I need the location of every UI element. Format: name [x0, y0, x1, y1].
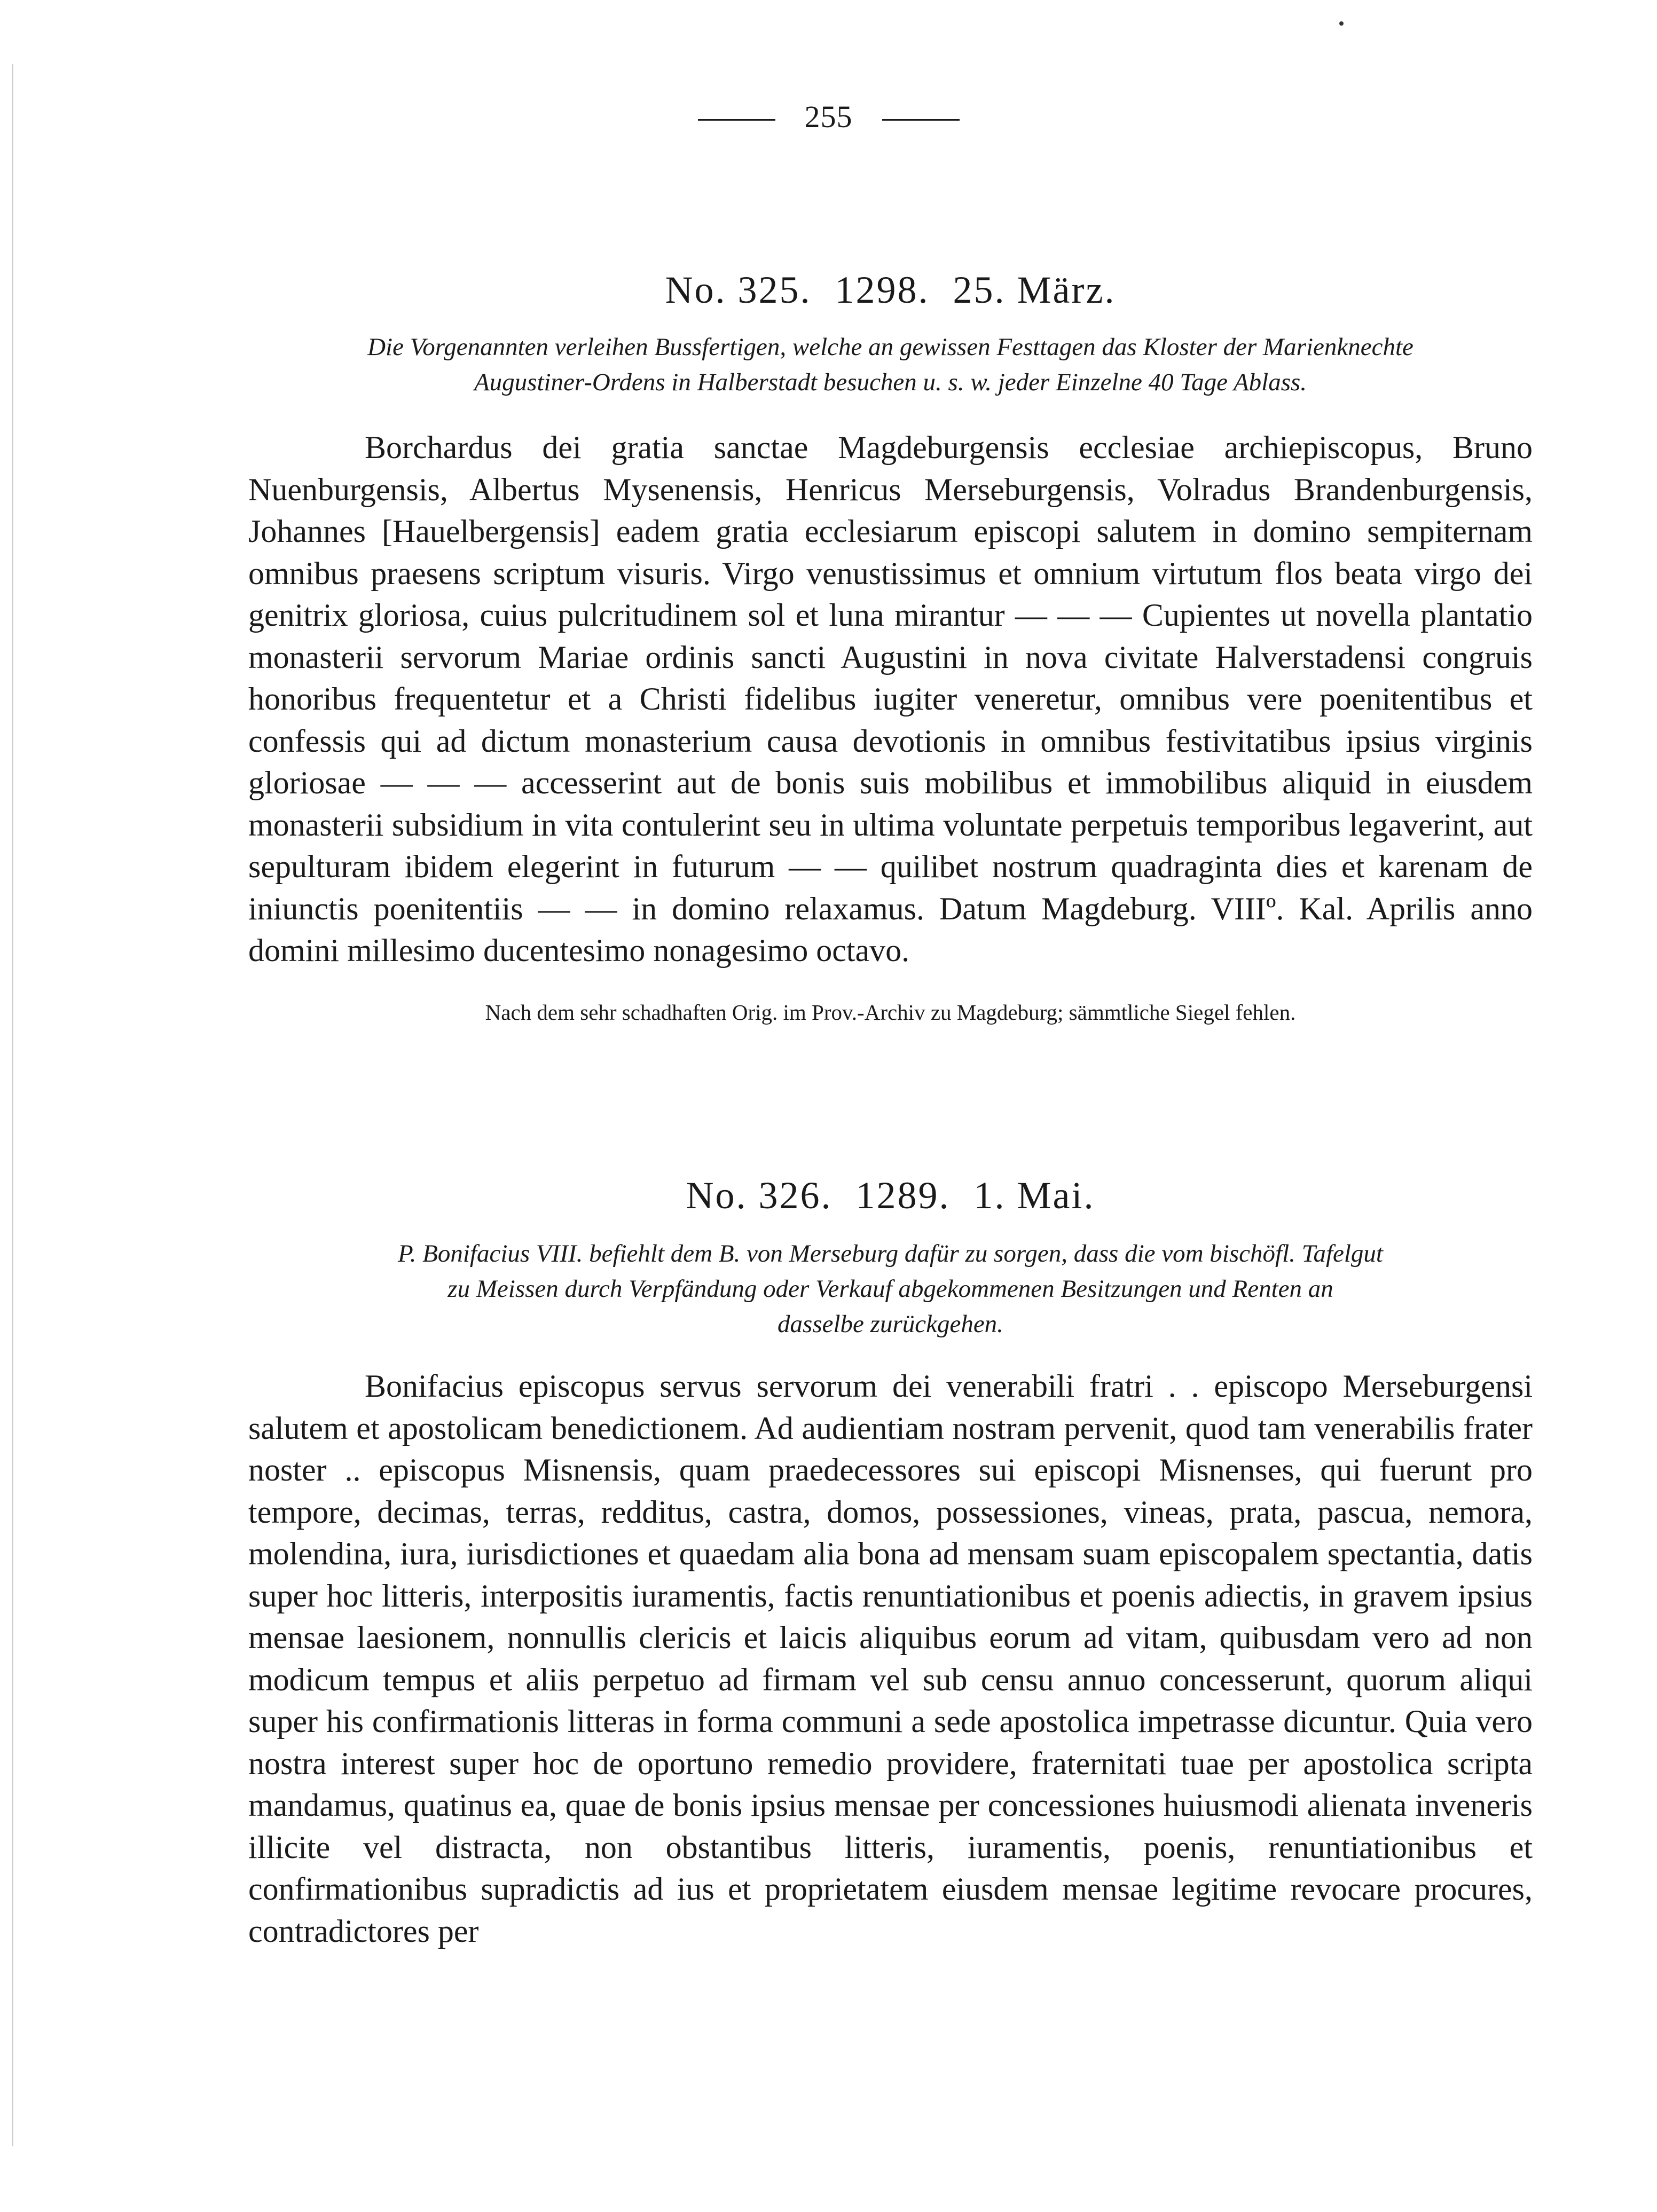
page-number-value: 255	[804, 99, 853, 134]
regest-line-2: zu Meissen durch Verpfändung oder Verkauf abgekommenen Besitzungen und Renten an	[447, 1275, 1333, 1303]
document-regest	[248, 1236, 1533, 1342]
document-number: No. 325.	[665, 269, 812, 311]
document-date: 1. Mai.	[973, 1174, 1095, 1217]
document-date: 25. März.	[953, 269, 1116, 311]
document-year: 1289.	[855, 1174, 951, 1217]
regest-line-1: Die Vorgenannten verleihen Bussfertigen, welche an gewissen Festtagen das Kloster der Marienknechte	[367, 333, 1413, 361]
document-heading	[248, 271, 1533, 309]
regest-line-3: dasselbe zurückgehen.	[778, 1310, 1003, 1338]
scan-margin-trace	[12, 64, 13, 2146]
document-body: Bonifacius episcopus servus servorum dei venerabili fratri . . episcopo Merseburgensi salutem et apostolicam benedictionem. Ad audientiam nostram pervenit, quod tam venerabilis frater noster .. episcopus Misnensis, quam praedecessores sui episcopi Misnenses, qui fuerunt pro tempore, decimas, terras, redditus, castra, domos, possessiones, vineas, prata, pascua, nemora, molendina, iura, iurisdictiones et quaedam alia bona ad mensam suam episcopalem spectantia, datis super hoc litteris, interpositis iuramentis, factis renuntiationibus et poenis adiectis, in gravem ipsius mensae laesionem, nonnullis clericis et laicis aliquibus eorum ad vitam, quibusdam vero ad non modicum tempus et aliis perpetuo ad firmam vel sub censu annuo concesserunt, quorum aliqui super his confirmationis litteras in forma communi a sede apostolica impetrasse dicuntur. Quia vero nostra interest super hoc de oportuno remedio providere, fraternitati tuae per apostolica scripta mandamus, quatinus ea, quae de bonis ipsius mensae per concessiones huiusmodi alienata inveneris illicite vel distracta, non obstantibus litteris, iuramentis, poenis, renuntiationibus et confirmationibus supradictis ad ius et proprietatem eiusdem mensae legitime revocare procures, contradictores per	[248, 1368, 1533, 1949]
stray-ink-dot	[1339, 21, 1344, 26]
page-number	[0, 99, 1657, 135]
regest-line-2: Augustiner-Ordens in Halberstadt besuchen u. s. w. jeder Einzelne 40 Tage Ablass.	[474, 368, 1307, 396]
page-number-rule-right	[882, 119, 960, 121]
document-326	[248, 1176, 1533, 1952]
page-number-rule-left	[698, 119, 775, 121]
document-325	[248, 271, 1533, 1024]
document-year: 1298.	[835, 269, 930, 311]
document-body: Borchardus dei gratia sanctae Magdeburgensis ecclesiae archiepiscopus, Bruno Nuenburgensis, Albertus Mysenensis, Henricus Merseburgensis, Volradus Brandenburgensis, Johannes [Hauelbergensis] eadem gratia ecclesiarum episcopi salutem in domino sempiternam omnibus praesens scriptum visuris. Virgo venustissimus et omnium virtutum flos beata virgo dei genitrix gloriosa, cuius pulcritudinem sol et luna mirantur — — — Cupientes ut novella plantatio monasterii servorum Mariae ordinis sancti Augustini in nova civitate Halverstadensi congruis honoribus frequentetur et a Christi fidelibus iugiter veneretur, omnibus vere poenitentibus et confessis qui ad dictum monasterium causa devotionis in omnibus festivitatibus ipsius virginis gloriosae — — — accesserint aut de bonis suis mobilibus et immobilibus aliquid in eiusdem monasterii subsidium in vita contulerint seu in ultima voluntate perpetuis temporibus legaverint, aut sepulturam ibidem elegerint in futurum — — quilibet nostrum quadraginta dies et karenam de iniunctis poenitentiis — — in domino relaxamus. Datum Magdeburg. VIIIº. Kal. Aprilis anno domini millesimo ducentesimo nonagesimo octavo.	[248, 430, 1533, 968]
document-regest	[248, 329, 1533, 400]
source-note: Nach dem sehr schadhaften Orig. im Prov.-Archiv zu Magdeburg; sämmtliche Siegel fehlen.	[485, 999, 1296, 1025]
document-number: No. 326.	[686, 1174, 833, 1217]
regest-line-1: P. Bonifacius VIII. befiehlt dem B. von Merseburg dafür zu sorgen, dass die vom bischöfl. Tafelgut	[397, 1240, 1383, 1268]
document-heading	[248, 1176, 1533, 1215]
